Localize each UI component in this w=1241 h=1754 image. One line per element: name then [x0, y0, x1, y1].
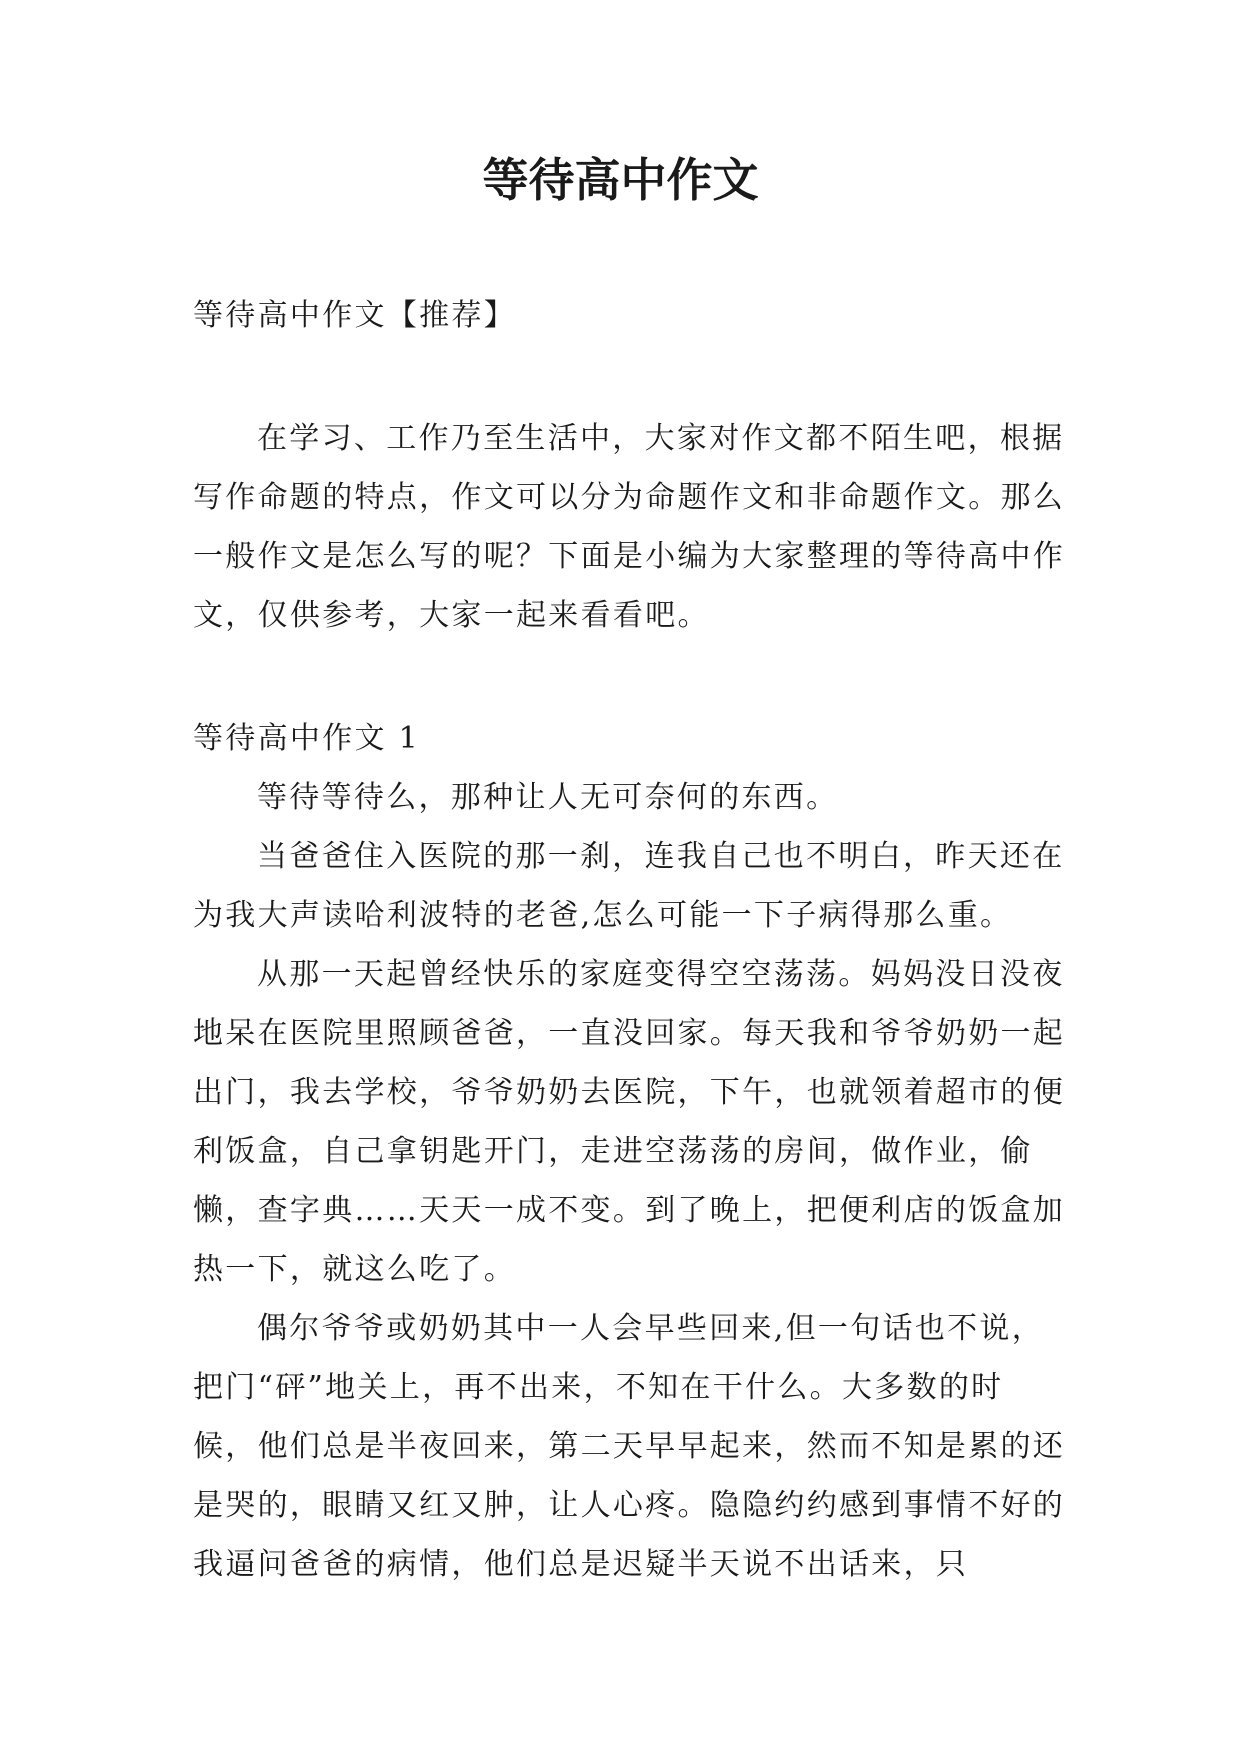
section-heading: 等待高中作文 1	[193, 721, 421, 756]
document-body	[193, 286, 1068, 1594]
body-paragraph: 等待等待么，那种让人无可奈何的东西。	[257, 780, 839, 815]
body-paragraph: 偶尔爷爷或奶奶其中一人会早些回来,但一句话也不说，把门“砰”地关上，再不出来，不知在干什么。大多数的时候，他们总是半夜回来，第二天早早起来，然而不知是累的还是哭的，眼睛又红又肿，让人心疼。隐隐约约感到事情不好的我逼问爸爸的病情，他们总是迟疑半天说不出话来，只	[193, 1311, 1066, 1582]
document-title: 等待高中作文	[482, 153, 759, 207]
intro-paragraph: 在学习、工作乃至生活中，大家对作文都不陌生吧，根据写作命题的特点，作文可以分为命题作文和非命题作文。那么一般作文是怎么写的呢？下面是小编为大家整理的等待高中作文，仅供参考，大家一起来看看吧。	[193, 421, 1066, 633]
document-subtitle: 等待高中作文【推荐】	[193, 298, 516, 333]
body-paragraph: 当爸爸住入医院的那一刹，连我自己也不明白，昨天还在为我大声读哈利波特的老爸,怎么可能一下子病得那么重。	[193, 839, 1065, 933]
body-paragraph: 从那一天起曾经快乐的家庭变得空空荡荡。妈妈没日没夜地呆在医院里照顾爸爸，一直没回家。每天我和爷爷奶奶一起出门，我去学校，爷爷奶奶去医院，下午，也就领着超市的便利饭盒，自己拿钥匙开门，走进空荡荡的房间，做作业，偷懒，查字典……天天一成不变。到了晚上，把便利店的饭盒加热一下，就这么吃了。	[193, 957, 1066, 1287]
